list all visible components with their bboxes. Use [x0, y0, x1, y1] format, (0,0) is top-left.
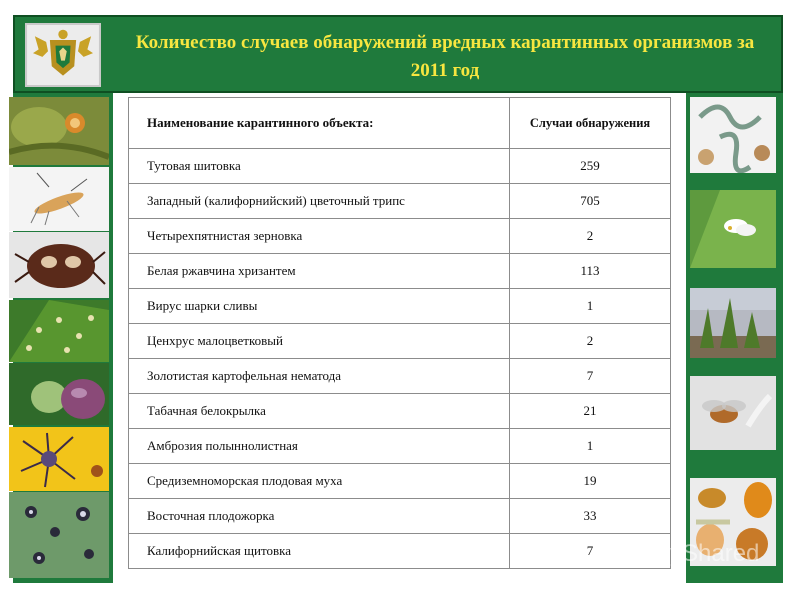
detection-count: 1 — [510, 289, 671, 324]
detection-count: 705 — [510, 184, 671, 219]
organism-name: Четырехпятнистая зерновка — [129, 219, 510, 254]
organism-name: Восточная плодожорка — [129, 499, 510, 534]
table-row — [129, 254, 671, 289]
table-row — [129, 219, 671, 254]
organism-name: Золотистая картофельная нематода — [129, 359, 510, 394]
organism-name: Табачная белокрылка — [129, 394, 510, 429]
table-header-row — [129, 98, 671, 149]
quarantine-cases-table — [128, 97, 671, 569]
organism-name: Калифорнийская щитовка — [129, 534, 510, 569]
rust-leaf-photo — [9, 300, 109, 362]
table-row — [129, 534, 671, 569]
organism-name: Ценхрус малоцветковый — [129, 324, 510, 359]
detection-count: 1 — [510, 429, 671, 464]
detection-count: 33 — [510, 499, 671, 534]
organism-name: Тутовая шитовка — [129, 149, 510, 184]
title-banner — [13, 15, 783, 93]
nematode-cysts-photo — [9, 492, 109, 578]
whitefly-photo — [690, 190, 776, 268]
plum-pox-photo — [9, 363, 109, 425]
slide-title: Количество случаев обнаружений вредных карантинных организмов за 2011 год — [135, 32, 755, 81]
detection-count: 2 — [510, 324, 671, 359]
table-row — [129, 394, 671, 429]
coat-of-arms-emblem — [25, 23, 101, 87]
ambrosia-photo — [690, 288, 776, 358]
chart-icon — [612, 540, 646, 570]
fruit-fly-photo — [690, 376, 776, 450]
column-header-count: Случаи обнаружения — [510, 98, 671, 149]
sandbur-seed-photo — [9, 427, 109, 491]
detection-count: 2 — [510, 219, 671, 254]
seed-beetle-photo — [9, 232, 109, 298]
table-row — [129, 499, 671, 534]
table-row — [129, 429, 671, 464]
detection-count: 7 — [510, 534, 671, 569]
organism-name: Западный (калифорнийский) цветочный трипс — [129, 184, 510, 219]
thrips-photo — [9, 167, 109, 231]
table-row — [129, 149, 671, 184]
column-header-name: Наименование карантинного объекта: — [129, 98, 510, 149]
nematode-potato-photo — [690, 97, 776, 173]
organism-name: Белая ржавчина хризантем — [129, 254, 510, 289]
organism-name: Вирус шарки сливы — [129, 289, 510, 324]
detection-count: 7 — [510, 359, 671, 394]
watermark — [612, 538, 780, 572]
table-row — [129, 324, 671, 359]
table-row — [129, 464, 671, 499]
table-row — [129, 184, 671, 219]
detection-count: 259 — [510, 149, 671, 184]
organism-name: Средиземноморская плодовая муха — [129, 464, 510, 499]
detection-count: 113 — [510, 254, 671, 289]
table-row — [129, 289, 671, 324]
watermark-text: MyShared — [650, 540, 760, 567]
table-row — [129, 359, 671, 394]
mulberry-scale-photo — [9, 97, 109, 165]
detection-count: 21 — [510, 394, 671, 429]
organism-name: Амброзия полыннолистная — [129, 429, 510, 464]
detection-count: 19 — [510, 464, 671, 499]
